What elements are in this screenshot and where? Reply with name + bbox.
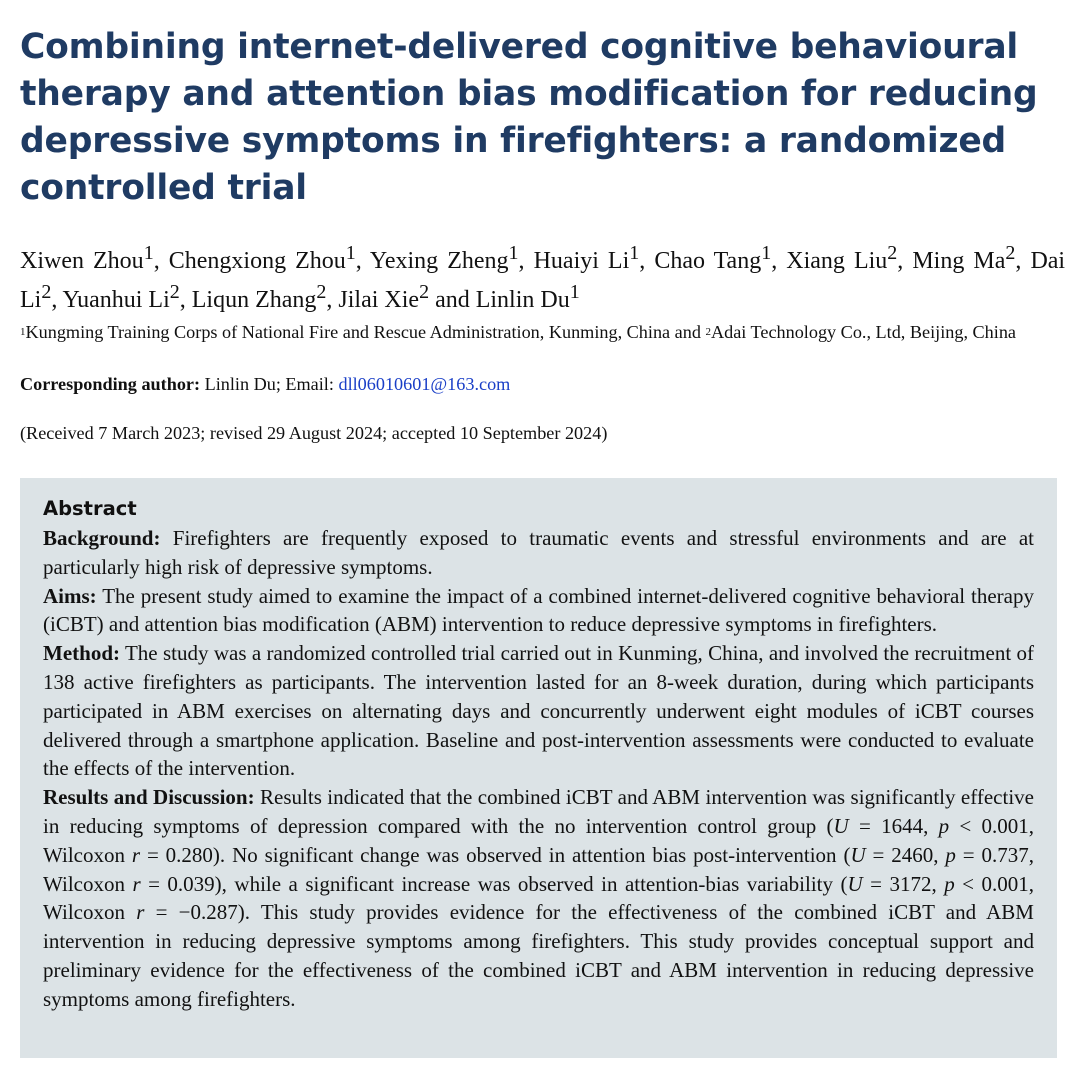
- corresponding-author-label: Corresponding author:: [20, 374, 201, 394]
- author-name: Linlin Du: [475, 287, 570, 313]
- author-affiliation-number: 2: [169, 281, 180, 303]
- author-separator: ,: [326, 287, 339, 313]
- abstract-body: [43, 524, 1034, 1014]
- stat-r-value-3: = −0.287). This study provides evidence for the effectiveness of the combined iCBT and ABM intervention in reducing depressive symptoms among firefighters. This study provides conceptual support and preliminary evidence for the effectiveness of the combined iCBT and ABM intervention in reducing depressive symptoms among firefighters.: [43, 900, 1034, 1011]
- affiliation-1-number: 1: [20, 326, 26, 338]
- results-text-1: Results indicated that the combined iCBT and ABM intervention was significantly effective in reducing symptoms of depression compared with the no intervention control group (: [43, 785, 1034, 838]
- author-name: Yexing Zheng: [369, 248, 509, 274]
- author-separator: ,: [518, 248, 534, 274]
- author-separator: ,: [51, 287, 63, 313]
- author-affiliation-number: 1: [629, 242, 640, 264]
- author-name: Chao Tang: [654, 248, 762, 274]
- stat-r-3: r: [136, 900, 145, 925]
- author-name: Xiwen Zhou: [20, 248, 144, 274]
- stat-u-value-3: = 3172,: [862, 871, 945, 896]
- stat-u-1: U: [833, 813, 849, 838]
- stat-p-1: p: [938, 813, 950, 838]
- stat-u-3: U: [847, 871, 863, 896]
- author-affiliation-number: 2: [1005, 242, 1016, 264]
- author-separator: ,: [1015, 248, 1031, 274]
- background-label: Background:: [43, 526, 161, 550]
- affiliation-1-text: Kungming Training Corps of National Fire and Rescue Administration, Kunming, China and: [25, 322, 706, 342]
- affiliation-2-text: Adai Technology Co., Ltd, Beijing, China: [710, 322, 1016, 342]
- abstract-background: [43, 524, 1034, 582]
- author-list: [20, 238, 1065, 316]
- aims-label: Aims:: [43, 583, 97, 608]
- author-separator: ,: [771, 248, 787, 274]
- author-affiliation-number: 2: [316, 281, 327, 303]
- author-name: Jilai Xie: [338, 287, 420, 313]
- author-name: Xiang Liu: [786, 248, 888, 274]
- affiliation-2-number: 2: [705, 326, 711, 338]
- stat-p-3: p: [944, 871, 955, 896]
- background-text: Firefighters are frequently exposed to traumatic events and stressful environments and are at particularly high risk of depressive symptoms.: [43, 526, 1034, 579]
- author-affiliation-number: 1: [569, 281, 580, 303]
- affiliations: [20, 319, 1065, 345]
- abstract-results: [43, 783, 1034, 1013]
- author-affiliation-number: 1: [345, 242, 356, 264]
- stat-p-value-3: < 0.001, Wilcoxon: [43, 871, 1034, 925]
- author-name: Ming Ma: [912, 248, 1006, 274]
- author-name: Yuanhui Li: [62, 287, 170, 313]
- author-affiliation-number: 2: [419, 281, 430, 303]
- article-title: Combining internet-delivered cognitive behavioural therapy and attention bias modification for reducing depressive symptoms in firefighters: a randomized controlled trial: [20, 27, 1038, 208]
- abstract-aims: [43, 582, 1034, 640]
- stat-u-value-2: = 2460,: [865, 842, 946, 867]
- results-label: Results and Discussion:: [43, 785, 255, 810]
- email-link[interactable]: dll06010601@163.com: [338, 374, 511, 394]
- stat-r-value-2: = 0.039), while a significant increase was observed in attention-bias variability (: [140, 871, 848, 896]
- aims-text: The present study aimed to examine the impact of a combined internet-delivered cognitive behavioral therapy (iCBT) and attention bias modification (ABM) intervention to reduce depressive symptoms in firefighters.: [43, 583, 1034, 637]
- stat-r-2: r: [132, 871, 141, 896]
- abstract-box: [20, 478, 1057, 1058]
- stat-p-2: p: [945, 842, 956, 867]
- stat-p-value-2: = 0.737, Wilcoxon: [43, 842, 1034, 896]
- abstract-method: [43, 639, 1034, 783]
- stat-r-1: r: [131, 842, 141, 867]
- author-name: Liqun Zhang: [191, 287, 317, 313]
- stat-u-value-1: = 1644,: [848, 813, 939, 838]
- method-label: Method:: [43, 641, 120, 666]
- author-affiliation-number: 1: [761, 242, 772, 264]
- author-affiliation-number: 1: [508, 242, 519, 264]
- author-separator: ,: [639, 248, 655, 274]
- abstract-heading: Abstract: [43, 497, 137, 520]
- stat-r-value-1: = 0.280). No significant change was observed in attention bias post-intervention (: [140, 842, 851, 867]
- received-dates: (Received 7 March 2023; revised 29 August 2024; accepted 10 September 2024): [20, 423, 608, 443]
- author-name: Huaiyi Li: [533, 248, 630, 274]
- method-text: The study was a randomized controlled trial carried out in Kunming, China, and involved the recruitment of 138 active firefighters as participants. The intervention lasted for an 8-week duration, during which participants participated in ABM exercises on alternating days and concurrently underwent eight modules of iCBT courses delivered through a smartphone application. Baseline and post-intervention assessments were conducted to evaluate the effects of the intervention.: [43, 641, 1034, 781]
- stat-u-2: U: [850, 842, 866, 867]
- author-affiliation-number: 2: [41, 281, 52, 303]
- author-separator: ,: [179, 287, 192, 313]
- author-separator: ,: [153, 248, 169, 274]
- author-affiliation-number: 2: [887, 242, 898, 264]
- author-separator: ,: [897, 248, 913, 274]
- corresponding-author-text: Linlin Du; Email:: [200, 374, 339, 394]
- author-name: Dai Li: [20, 248, 1066, 313]
- corresponding-author: [20, 371, 1065, 397]
- author-affiliation-number: 1: [143, 242, 154, 264]
- author-separator: and: [429, 287, 476, 313]
- stat-p-value-1: < 0.001, Wilcoxon: [43, 813, 1035, 867]
- author-separator: ,: [355, 248, 370, 274]
- author-name: Chengxiong Zhou: [168, 248, 346, 274]
